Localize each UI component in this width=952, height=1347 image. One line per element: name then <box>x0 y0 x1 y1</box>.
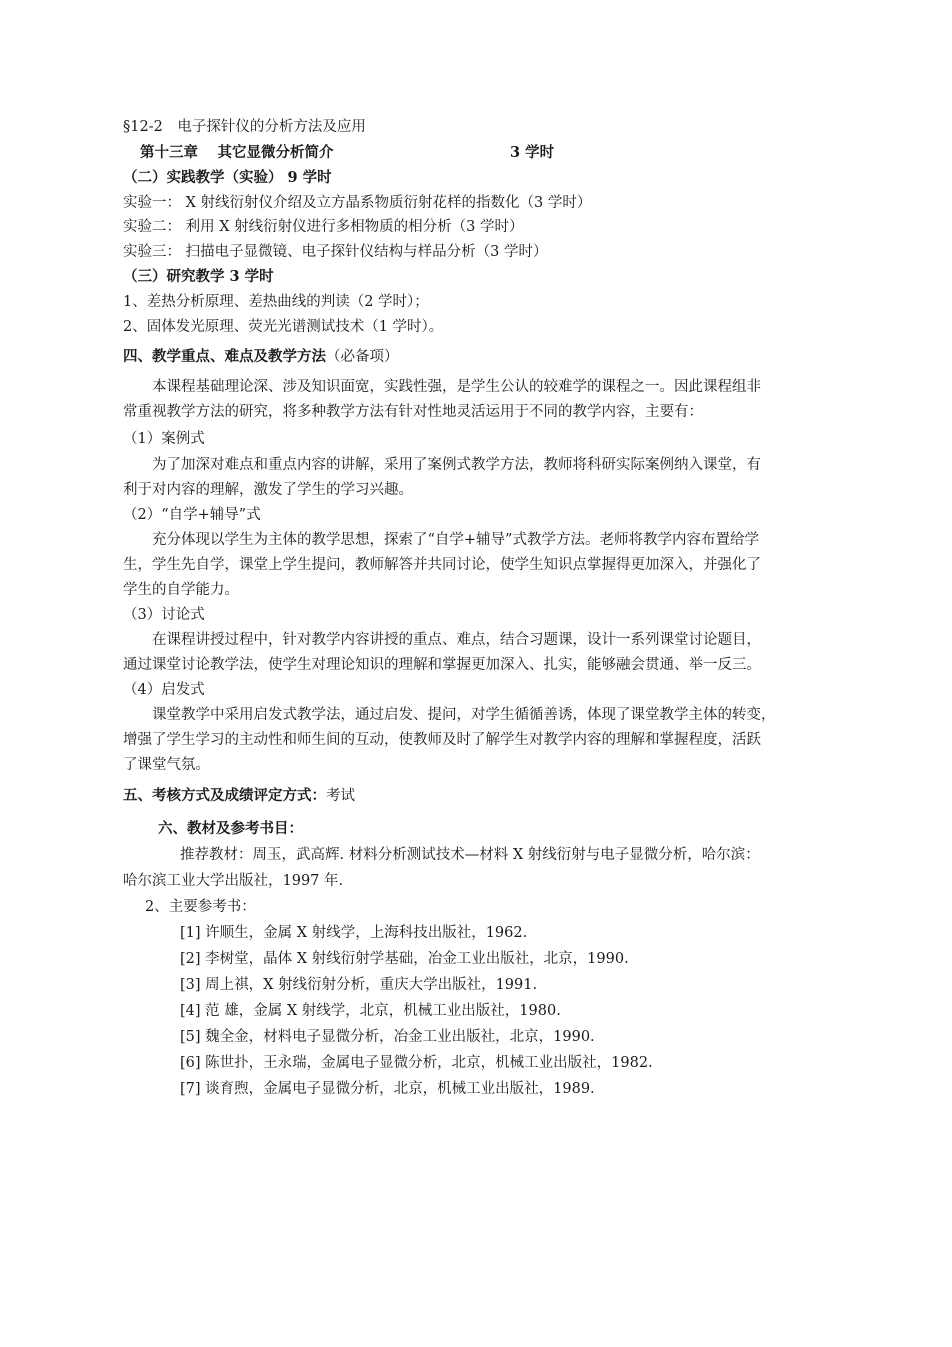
research-item: 2、固体发光原理、荧光光谱测试技术（1 学时）。 <box>123 319 444 335</box>
section5-heading-bold: 五、考核方式及成绩评定方式： <box>123 787 326 804</box>
intro-line: 常重视教学方法的研究，将多种教学方法有针对性地灵活运用于不同的教学内容，主要有： <box>123 404 703 420</box>
practice-item: 实验二： 利用 X 射线衍射仪进行多相物质的相分析（3 学时） <box>123 219 524 235</box>
method4-title: （4）启发式 <box>123 682 205 698</box>
reference-item: [1] 许顺生，金属 X 射线学，上海科技出版社，1962. <box>180 925 528 941</box>
chapter13-hours: 3 学时 <box>510 144 555 161</box>
textbook-line: 哈尔滨工业大学出版社，1997 年. <box>123 873 344 889</box>
method2-text: 生，学生先自学，课堂上学生提问，教师解答并共同讨论，使学生知识点掌握得更加深入，并强化了 <box>123 557 761 573</box>
method4-text: 课堂教学中采用启发式教学法，通过启发、提问，对学生循循善诱，体现了课堂教学主体的转变， <box>123 707 776 723</box>
research-heading: （三）研究教学 3 学时 <box>123 268 274 285</box>
section5-heading <box>123 789 355 804</box>
textbook-line: 推荐教材：周玉，武高辉. 材料分析测试技术—材料 X 射线衍射与电子显微分析，哈尔滨： <box>180 847 760 863</box>
reference-item: [3] 周上祺，X 射线衍射分析，重庆大学出版社，1991. <box>180 977 538 993</box>
method2-title: （2）“自学+辅导”式 <box>123 507 261 523</box>
method3-title: （3）讨论式 <box>123 607 205 623</box>
method3-text: 通过课堂讨论教学法，使学生对理论知识的理解和掌握更加深入、扎实，能够融会贯通、举一反三。 <box>123 657 761 673</box>
method1-title: （1）案例式 <box>123 431 205 447</box>
method1-text: 为了加深对难点和重点内容的讲解，采用了案例式教学方法，教师将科研实际案例纳入课堂，有 <box>123 457 761 473</box>
method2-text: 充分体现以学生为主体的教学思想，探索了“自学+辅导”式教学方法。老师将教学内容布置给学 <box>123 532 759 548</box>
section6-heading: 六、教材及参考书目： <box>158 820 303 837</box>
method2-text: 学生的自学能力。 <box>123 582 239 598</box>
intro-line: 本课程基础理论深、涉及知识面宽，实践性强，是学生公认的较难学的课程之一。因此课程组非 <box>123 379 761 395</box>
method1-text: 利于对内容的理解，激发了学生的学习兴趣。 <box>123 482 413 498</box>
section-12-2: §12-2 电子探针仪的分析方法及应用 <box>123 119 366 135</box>
reference-item: [7] 谈育煦，金属电子显微分析，北京，机械工业出版社，1989. <box>180 1081 595 1097</box>
reference-item: [6] 陈世扑，王永瑞，金属电子显微分析，北京，机械工业出版社，1982. <box>180 1055 653 1071</box>
section4-heading-note: （必备项） <box>326 349 399 365</box>
refs-title: 2、主要参考书： <box>145 899 256 915</box>
method4-text: 了课堂气氛。 <box>123 757 210 773</box>
method3-text: 在课程讲授过程中，针对教学内容讲授的重点、难点，结合习题课，设计一系列课堂讨论题目， <box>123 632 761 648</box>
method4-text: 增强了学生学习的主动性和师生间的互动，使教师及时了解学生对教学内容的理解和掌握程度，活跃 <box>123 732 761 748</box>
section5-value: 考试 <box>326 788 355 804</box>
reference-item: [5] 魏全金，材料电子显微分析，冶金工业出版社，北京，1990. <box>180 1029 595 1045</box>
practice-item: 实验一： X 射线衍射仪介绍及立方晶系物质衍射花样的指数化（3 学时） <box>123 195 592 211</box>
practice-heading: （二）实践教学（实验） 9 学时 <box>123 169 332 186</box>
reference-item: [4] 范 雄，金属 X 射线学，北京，机械工业出版社，1980. <box>180 1003 561 1019</box>
chapter13-title: 第十三章 其它显微分析简介 <box>140 144 334 161</box>
research-item: 1、差热分析原理、差热曲线的判读（2 学时）； <box>123 294 429 310</box>
section4-heading-bold: 四、教学重点、难点及教学方法 <box>123 348 326 365</box>
reference-item: [2] 李树堂，晶体 X 射线衍射学基础，冶金工业出版社，北京，1990. <box>180 951 629 967</box>
section4-heading <box>123 350 399 365</box>
practice-item: 实验三： 扫描电子显微镜、电子探针仪结构与样品分析（3 学时） <box>123 244 548 260</box>
